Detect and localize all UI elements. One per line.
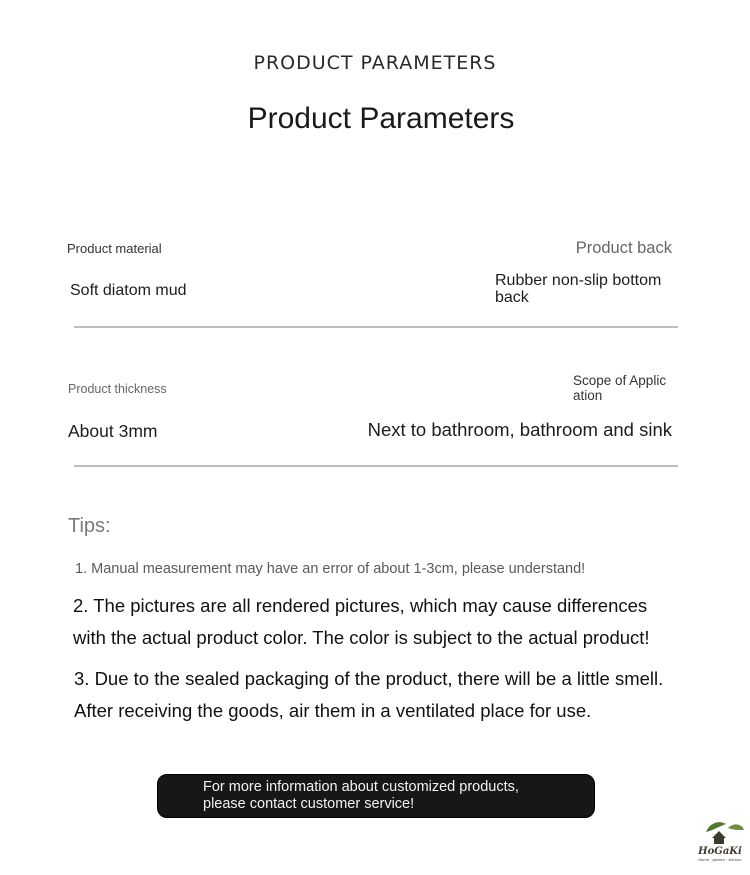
tip-item: 1. Manual measurement may have an error of about 1-3cm, please understand! [75,561,586,577]
back-label: Product back [575,239,672,257]
contact-text: For more information about customized products, please contact customer service! [203,779,519,812]
tip-item: 3. Due to the sealed packaging of the product, there will be a little smell. After receiving the goods, air them in a ventilated place for use. [74,668,664,721]
material-value: Soft diatom mud [70,282,187,299]
house-icon [712,831,726,844]
leaf-icon [728,824,744,830]
svg-text:Home · garden · kitchen: Home · garden · kitchen [698,858,742,862]
material-label: Product material [67,241,162,256]
thickness-value: About 3mm [68,421,158,441]
back-value: Rubber non-slip bottom back [495,272,662,306]
scope-label: Scope of Application [573,373,667,403]
section-heading-caps: PRODUCT PARAMETERS [253,52,497,74]
leaf-icon [706,822,726,832]
svg-text:HoGaKi: HoGaKi [698,846,742,857]
divider [74,465,678,467]
page-title: Product Parameters [247,102,515,135]
scope-value: Next to bathroom, bathroom and sink [367,419,672,440]
tip-item: 2. The pictures are all rendered pictures, which may cause differences with the actual product color. The color is subject to the actual product! [73,595,650,648]
divider [74,326,678,328]
brand-logo [692,820,748,864]
thickness-label: Product thickness [68,382,167,396]
tips-title: Tips: [68,515,111,537]
contact-banner [157,774,595,818]
